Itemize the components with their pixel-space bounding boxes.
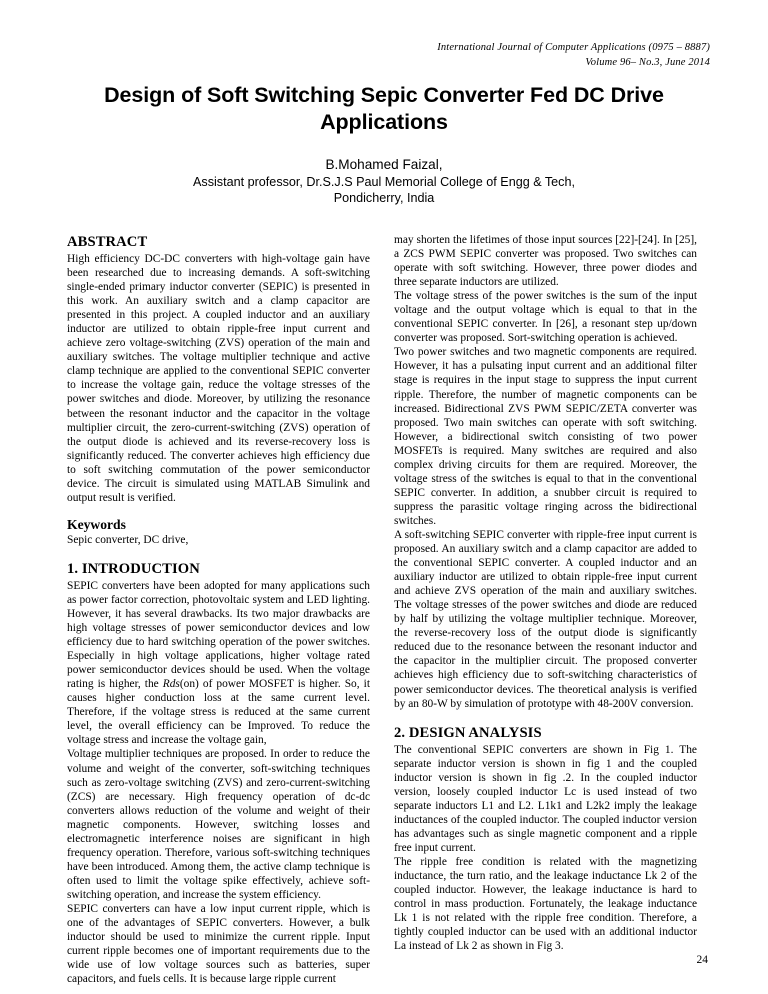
introduction-paragraph-1 — [67, 579, 370, 748]
abstract-heading: ABSTRACT — [67, 234, 148, 250]
continuation-paragraph-3: Two power switches and two magnetic components are required. However, it has a pulsating input current and an additional filter stage is requires in the input stage to suppress the input current ripple. Therefore, the number of magnetic components can be increased. Bidirectional ZVS PWM SEPIC/ZETA converter was proposed. Two main switches can operate with soft switching. However, a bidirectional switch consisting of two power MOSFETs is required. Many switches are required and also complex driving circuits for them are required. Moreover, the voltage stress of the switches is equal to that in the conventional SEPIC converter. In addition, a snubber circuit is required to suppress the parasitic voltage ringing across the bidirectional switches. — [394, 346, 697, 527]
journal-running-header — [230, 40, 710, 70]
journal-name-line: International Journal of Computer Applications (0975 – 8887) — [437, 42, 710, 53]
page-number: 24 — [696, 954, 708, 966]
introduction-paragraph-2: Voltage multiplier techniques are proposed. In order to reduce the volume and weight of the converter, soft-switching techniques such as zero-voltage switching (ZVS) and zero-current-switching (ZCS) are necessary. High frequency operation of dc-dc converters allows reduction of the volume and weight of their magnetic components. However, switching losses and electromagnetic interference noises are significant in high frequency operation. Therefore, various soft-switching techniques have been introduced. Among them, the active clamp technique is often used to limit the voltage spike effectively, achieve soft-switching operation, and increase the system efficiency. — [67, 748, 370, 901]
design-analysis-paragraph-1: The conventional SEPIC converters are shown in Fig 1. The separate inductor version is shown in fig 1 and the coupled inductor version is shown in fig .2. In the coupled inductor version, loosely coupled inductor Lc is used instead of two separate inductors L1 and L2. L1k1 and L2k2 imply the leakage inductances of the coupled inductor. The coupled inductor version has advantages such as single magnetic component and a ripple free input current. — [394, 743, 697, 854]
author-name: B.Mohamed Faizal, — [325, 157, 443, 172]
intro-text-b: (on) of power MOSFET is higher. So, it causes higher conduction loss at the same current level. Therefore, if the voltage stress is reduced at the same current level, the overall efficiency can be Improved. To reduce the voltage stress and increase the voltage gain, — [67, 678, 370, 747]
author-location: Pondicherry, India — [333, 191, 435, 205]
abstract-paragraph: High efficiency DC-DC converters with high-voltage gain have been researched due to increasing demands. A soft-switching single-ended primary inductor converter (SEPIC) is presented in this work. An auxiliary switch and a clamp capacitor are presented in this project. A coupled inductor and an auxiliary inductor are utilized to obtain ripple-free input current and achieve zero voltage-switching (ZVS) operation of the main and auxiliary switches. The voltage multiplier technique and active clamp technique are applied to the conventional SEPIC converter to increase the voltage gain, reduce the voltage stresses of the power switches and diode. Moreover, by utilizing the resonance between the resonant inductor and the capacitor in the voltage multiplier circuit, the zero-current-switching (ZVS) operation of the output diode is achieved and its reverse-recovery loss is significantly reduced. The converter achieves high efficiency due to soft switching commutation of the power semiconductor device. The circuit is simulated using MATLAB Simulink and output result is verified. — [67, 253, 370, 504]
design-analysis-heading: 2. DESIGN ANALYSIS — [394, 724, 542, 741]
author-block — [64, 157, 704, 207]
right-column — [394, 233, 697, 953]
keywords-heading: Keywords — [67, 516, 126, 532]
intro-text-a: SEPIC converters have been adopted for many applications such as power factor correction, photovoltaic system and LED lighting. However, it has several drawbacks. Its two major drawbacks are high voltage stresses of power semiconductor devices and low efficiency due to hard switching operation of the power switches. Especially in high voltage applications, higher voltage rated power semiconductor devices should be used. When the voltage rating is higher, the — [67, 579, 370, 691]
keywords-list: Sepic converter, DC drive, — [67, 533, 189, 546]
title-block — [64, 82, 704, 136]
page-title: Design of Soft Switching Sepic Converter Fed DC Drive Applications — [104, 83, 664, 134]
author-affiliation: Assistant professor, Dr.S.J.S Paul Memorial College of Engg & Tech, — [193, 174, 575, 189]
left-column — [67, 233, 370, 986]
introduction-paragraph-3: SEPIC converters can have a low input current ripple, which is one of the advantages of SEPIC converters. However, a bulk inductor should be used to minimize the current ripple. Input current ripple becomes one of important requirements due to the wide use of low voltage sources such as batteries, super capacitors, and fuels cells. It is because large ripple current — [67, 902, 370, 986]
intro-term-rds: Rds — [162, 678, 180, 691]
continuation-paragraph-1: may shorten the lifetimes of those input sources [22]-[24]. In [25], a ZCS PWM SEPIC converter was proposed. Two switches can operate with soft switching. However, three power diodes and three separate inductors are utilized. — [394, 234, 697, 289]
continuation-paragraph-2: The voltage stress of the power switches is the sum of the input voltage and the output voltage which is equal to that in the conventional SEPIC converter. In [26], a resonant step up/down converter was proposed. Sort-switching operation is achieved. — [394, 290, 697, 345]
introduction-heading: 1. INTRODUCTION — [67, 560, 200, 577]
journal-volume-line: Volume 96– No.3, June 2014 — [585, 57, 710, 68]
design-analysis-paragraph-2: The ripple free condition is related with the magnetizing inductance, the turn ratio, and the leakage inductance Lk 2 of the coupled inductor. However, the leakage inductance is hard to control in mass production. Fortunately, the leakage inductance Lk 1 is not related with the ripple free condition. Therefore, a tightly coupled inductor can be used with an additional inductor La instead of Lk 2 as shown in Fig 3. — [394, 855, 697, 953]
continuation-paragraph-4: A soft-switching SEPIC converter with ripple-free input current is proposed. An auxiliary switch and a clamp capacitor are added to the conventional SEPIC converter. A coupled inductor and an auxiliary inductor are utilized to obtain ripple-free input current and achieve ZVS operation of the main and auxiliary switches. The voltage stresses of the power switches and diode are reduced by half by utilizing the voltage multiplier technique. Moreover, the reverse-recovery loss of the output diode is significantly reduced due to the resonance between the resonant inductor and the capacitor in the multiplier circuit. The proposed converter achieves high efficiency due to soft-switching characteristics of power semiconductor devices. The theoretical analysis is verified by an 80-W by simulation of prototype with 48-200V conversion. — [394, 528, 697, 710]
